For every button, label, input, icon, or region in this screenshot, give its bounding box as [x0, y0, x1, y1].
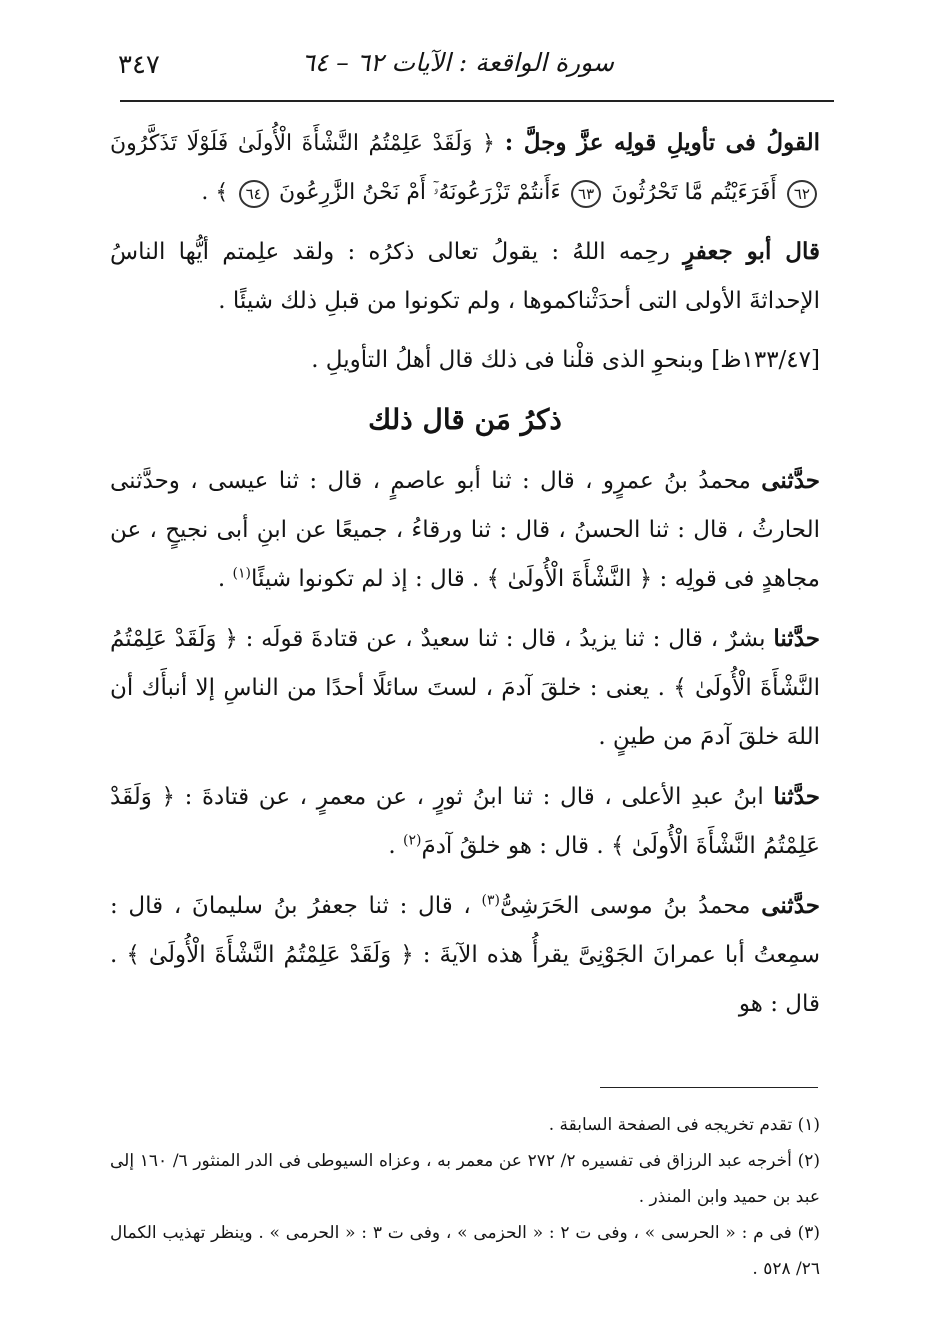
running-head: سورة الواقعة : الآيات ٦٢ – ٦٤	[301, 48, 614, 77]
report-paragraph	[110, 456, 820, 604]
header-rule	[120, 100, 834, 102]
report-text: محمدُ بنُ موسى الحَرَشِىُّ	[499, 893, 751, 919]
main-text	[110, 118, 820, 1039]
footnote-ref: (٣)	[481, 892, 500, 909]
report-paragraph	[110, 881, 820, 1029]
report-tail: .	[217, 566, 233, 592]
report-tail: .	[388, 833, 403, 859]
intro-lead: القولُ فى تأويلِ قولِه عزَّ وجلَّ :	[504, 129, 820, 156]
footnote: (١) تقدم تخريجه فى الصفحة السابقة .	[548, 1115, 820, 1135]
verse-text: ﴿ وَلَقَدْ عَلِمْتُمُ النَّشْأَةَ الْأُولَىٰ فَلَوْلَا تَذَكَّرُونَ	[110, 131, 495, 156]
verse-close: ﴾ .	[201, 180, 229, 205]
footnote-ref: (١)	[232, 565, 251, 582]
ayah-number-mark: ٦٤	[239, 180, 269, 208]
footnotes	[110, 1107, 820, 1287]
commentary-paragraph	[110, 227, 820, 326]
footnote-ref: (٢)	[402, 832, 422, 849]
commentary-text: رحِمه اللهُ : يقولُ تعالى ذكرُه : ولقد علِمتم أيُّها الناسُ الإحداثةَ الأولى التى أحدَثْناكموها ، ولم تكونوا من قبلِ ذلك شيئًا .	[110, 239, 820, 314]
report-paragraph	[110, 772, 820, 871]
commentary-lead: قال أبو جعفرٍ	[683, 238, 820, 265]
report-text: ابنُ عبدِ الأعلى ، قال : ثنا ابنُ ثورٍ ، عن معمرٍ ، عن قتادةَ : ﴿ وَلَقَدْ عَلِمْتُمُ النَّشْأَةَ الْأُولَىٰ ﴾ . قال : هو خلقُ آدمَ	[110, 784, 820, 859]
section-heading: ذكرُ مَن قال ذلك	[368, 403, 562, 436]
page-number: ٣٤٧	[118, 50, 160, 80]
footnote: (٢) أخرجه عبد الرزاق فى تفسيره ٢/ ٢٧٢ عن معمر به ، وعزاه السيوطى فى الدر المنثور ٦/ ١٦٠ إلى عبد بن حميد وابن المنذر .	[110, 1151, 820, 1207]
report-text: محمدُ بنُ عمرٍو ، قال : ثنا أبو عاصمٍ ، قال : ثنا عيسى ، وحدَّثنى الحارثُ ، قال : ثنا الحسنُ ، قال : ثنا ورقاءُ ، جميعًا عن ابنِ أبى نجيحٍ ، عن مجاهدٍ فى قولِه : ﴿ النَّشْأَةَ الْأُولَىٰ ﴾ . قال : إذ لم تكونوا شيئًا	[110, 468, 820, 592]
page-header	[118, 48, 834, 94]
verse-text: أَفَرَءَيْتُم مَّا تَحْرُثُونَ	[611, 180, 777, 205]
commentary-text: وبنحوِ الذى قلْنا فى ذلك قال أهلُ التأويلِ .	[311, 347, 704, 373]
verse-text: ءَأَنتُمْ تَزْرَعُونَهُۥٓ أَمْ نَحْنُ الزَّٰرِعُونَ	[279, 180, 561, 205]
report-text: بشرٌ ، قال : ثنا يزيدُ ، قال : ثنا سعيدٌ ، عن قتادةَ قولَه : ﴿ وَلَقَدْ عَلِمْتُمُ النَّشْأَةَ الْأُولَىٰ ﴾ . يعنى : خلقَ آدمَ ، لستَ سائلًا أحدًا من الناسِ إلا أنبأَك أن اللهَ خلقَ آدمَ من طينٍ .	[110, 626, 820, 750]
report-lead: حدَّثنا	[773, 625, 820, 652]
report-paragraph	[110, 614, 820, 762]
report-lead: حدَّثنى	[761, 892, 820, 919]
commentary-paragraph-2	[110, 336, 820, 385]
report-lead: حدَّثنى	[761, 467, 821, 494]
manuscript-reference: [١٣٣/٤٧ظ]	[711, 347, 820, 373]
report-lead: حدَّثنا	[773, 783, 821, 810]
ayah-number-mark: ٦٢	[787, 180, 817, 208]
ayah-number-mark: ٦٣	[571, 180, 601, 208]
report-tail: ، قال : ثنا جعفرُ بنُ سليمانَ ، قال : سمِعتُ أبا عمرانَ الجَوْنِىَّ يقرأُ هذه الآيةَ : ﴿ وَلَقَدْ عَلِمْتُمُ النَّشْأَةَ الْأُولَىٰ ﴾ . قال : هو	[110, 893, 820, 1017]
intro-paragraph	[110, 118, 820, 217]
footnote: (٣) فى م : « الحرسى » ، وفى ت ٢ : « الحزمى » ، وفى ت ٣ : « الحرمى » . وينظر تهذيب الكمال ٢٦/ ٥٢٨ .	[110, 1223, 820, 1279]
footnote-rule	[600, 1087, 818, 1088]
